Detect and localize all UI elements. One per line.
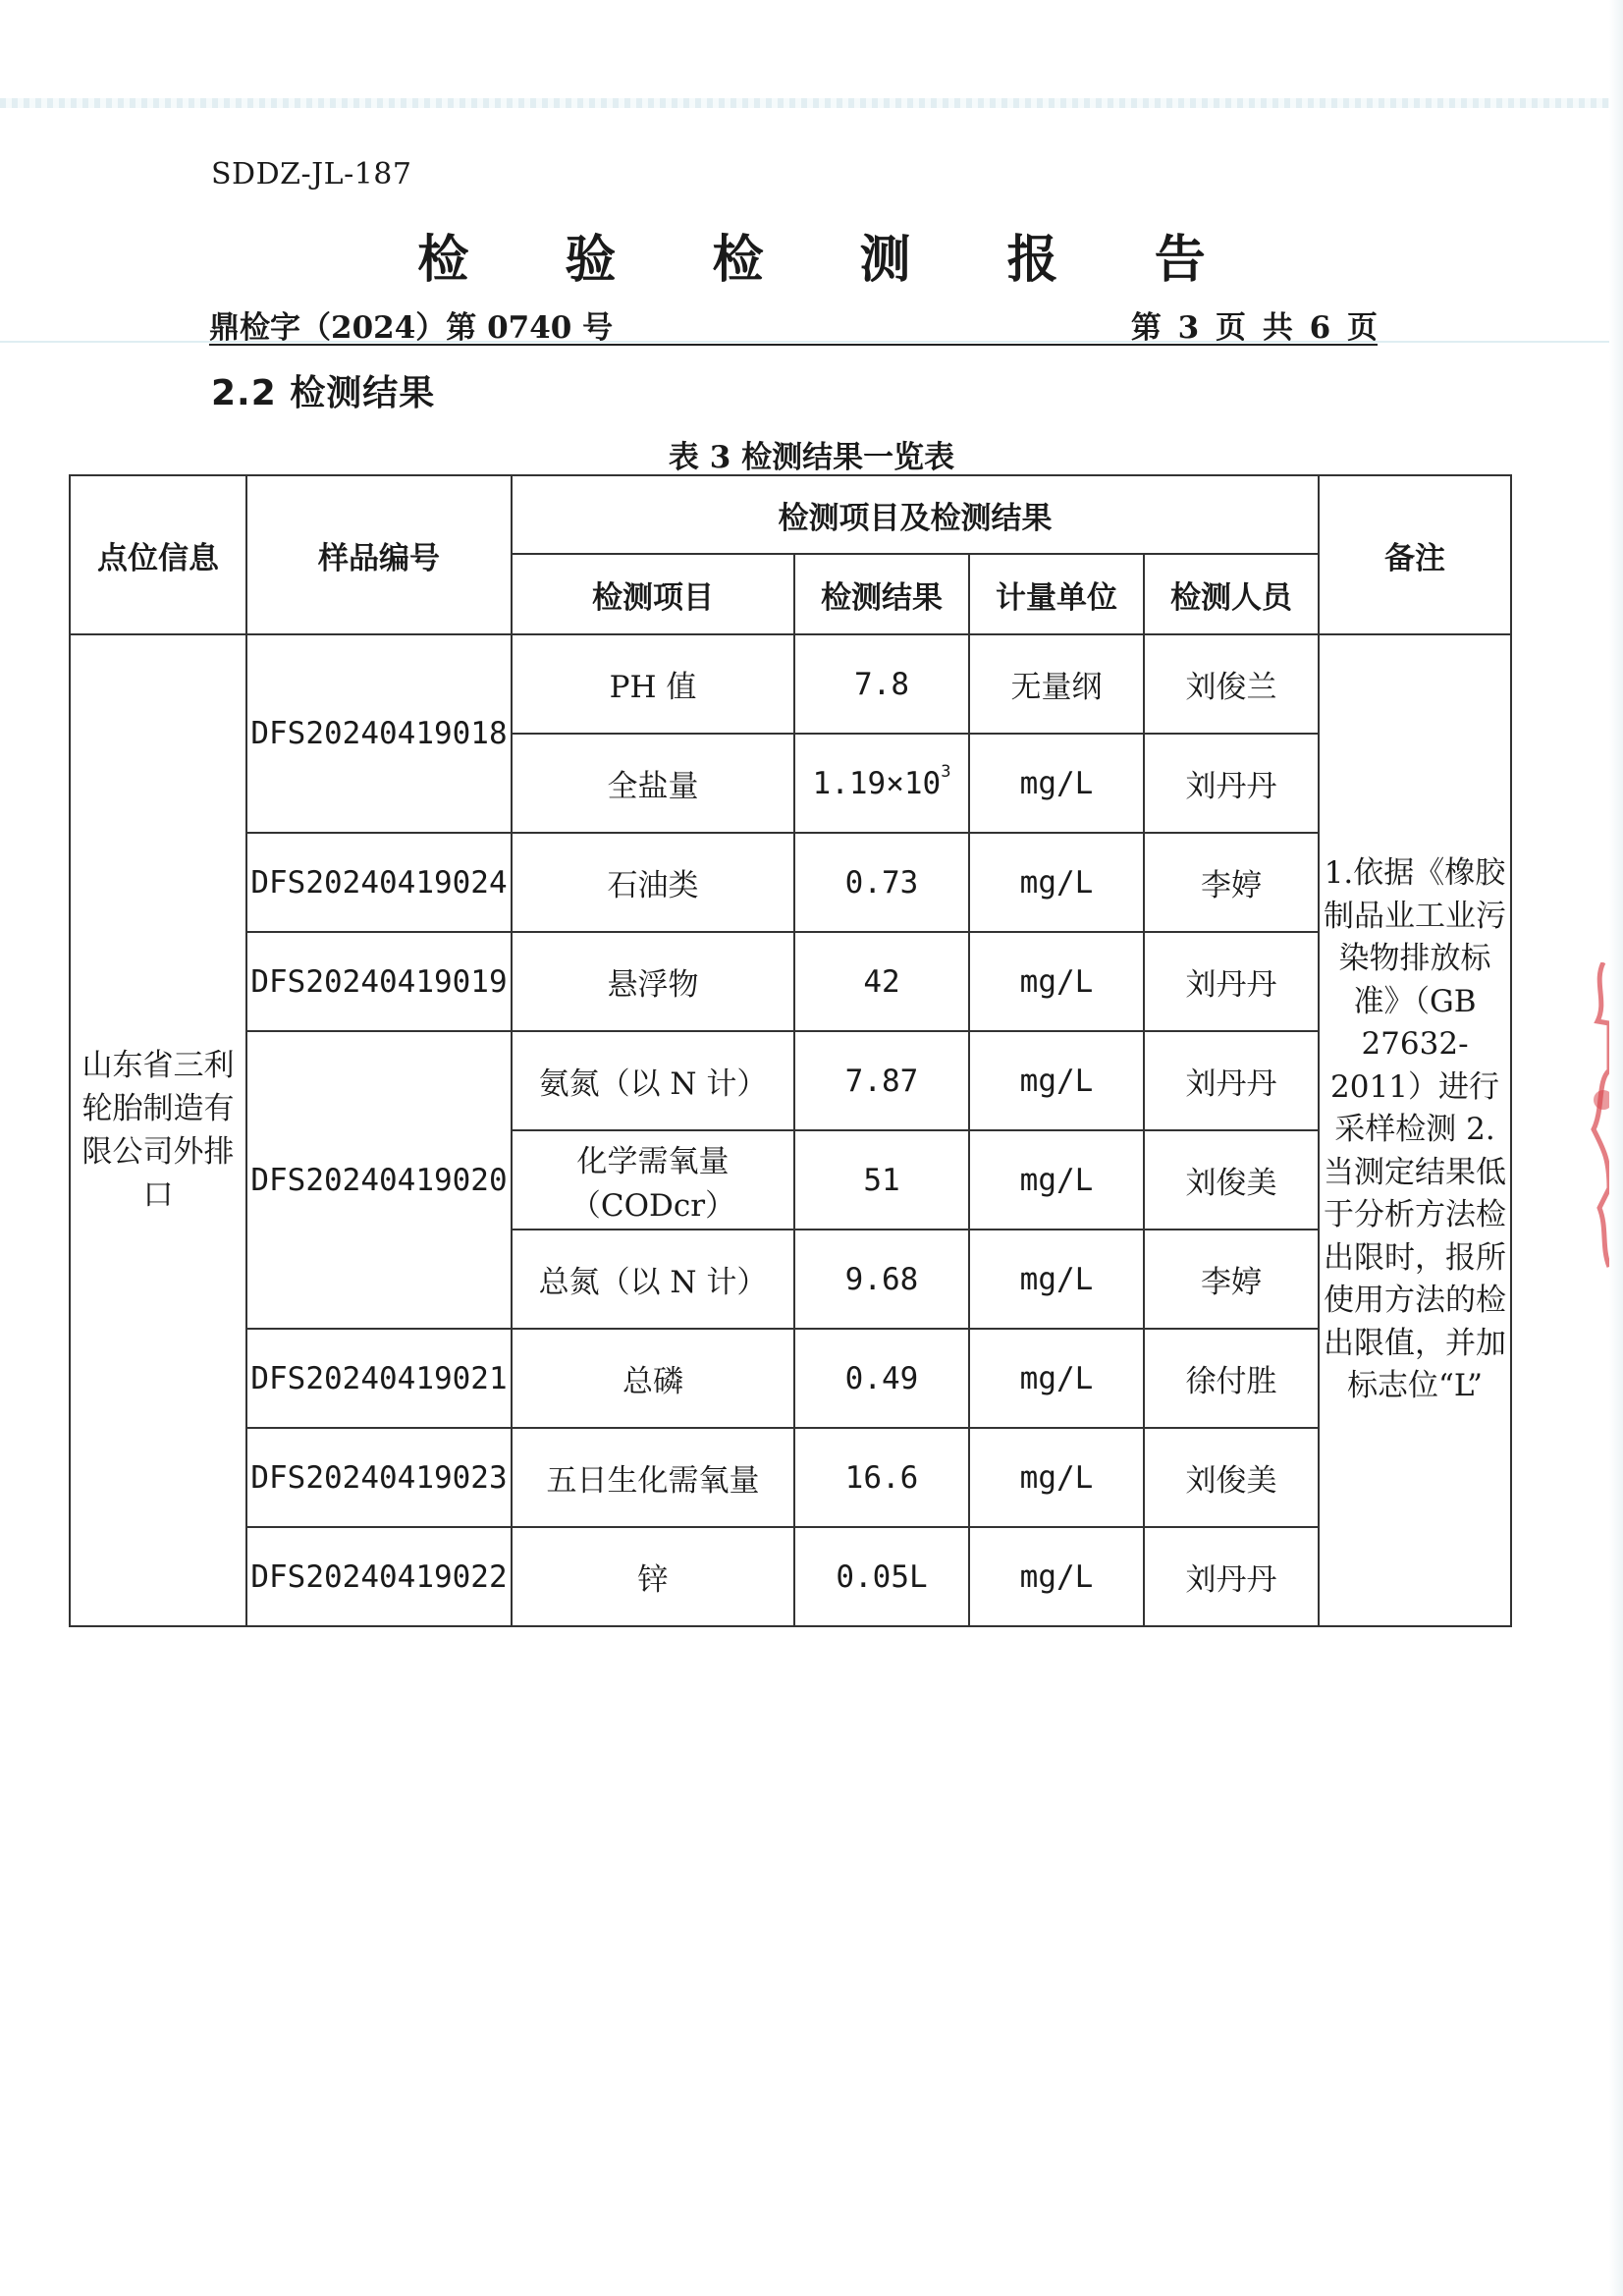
stamp-blot bbox=[1594, 1090, 1609, 1110]
stamp-mark bbox=[1594, 962, 1609, 1267]
result-cell: 9.68 bbox=[794, 1230, 969, 1329]
result-base: 1.19×10 bbox=[812, 765, 942, 801]
result-cell: 7.87 bbox=[794, 1031, 969, 1130]
report-number: 鼎检字（2024）第 0740 号 bbox=[209, 310, 614, 346]
result-cell: 0.49 bbox=[794, 1329, 969, 1428]
table-row bbox=[70, 932, 1511, 1031]
inspector-cell: 刘俊兰 bbox=[1144, 634, 1319, 734]
scan-artifact-top bbox=[0, 98, 1623, 108]
table-header-row bbox=[70, 475, 1511, 554]
unit-cell: mg/L bbox=[969, 1329, 1144, 1428]
item-cell: 氨氮（以 N 计） bbox=[512, 1031, 794, 1130]
inspector-cell: 李婷 bbox=[1144, 833, 1319, 932]
table-row bbox=[70, 1428, 1511, 1527]
unit-cell: mg/L bbox=[969, 734, 1144, 833]
unit-cell: mg/L bbox=[969, 932, 1144, 1031]
site-cell: 山东省三利轮胎制造有限公司外排口 bbox=[70, 634, 246, 1626]
page-info: 第 3 页 共 6 页 bbox=[1130, 310, 1378, 346]
inspector-cell: 刘丹丹 bbox=[1144, 932, 1319, 1031]
result-cell: 0.73 bbox=[794, 833, 969, 932]
inspector-cell: 徐付胜 bbox=[1144, 1329, 1319, 1428]
document-code: SDDZ-JL-187 bbox=[211, 157, 412, 191]
sample-no-cell: DFS20240419023 bbox=[246, 1428, 512, 1527]
unit-cell: 无量纲 bbox=[969, 634, 1144, 734]
header-inspector: 检测人员 bbox=[1144, 554, 1319, 634]
sample-no-cell: DFS20240419022 bbox=[246, 1527, 512, 1626]
result-cell bbox=[794, 734, 969, 833]
item-line-1: 化学需氧量 bbox=[576, 1143, 730, 1179]
results-table bbox=[69, 474, 1512, 1627]
item-cell bbox=[512, 1130, 794, 1230]
header-site: 点位信息 bbox=[70, 475, 246, 634]
item-cell: 悬浮物 bbox=[512, 932, 794, 1031]
stamp-edge-fragment bbox=[1574, 962, 1609, 1277]
item-cell: 全盐量 bbox=[512, 734, 794, 833]
table-row bbox=[70, 833, 1511, 932]
table-caption: 表 3 检测结果一览表 bbox=[668, 440, 955, 475]
header-remark: 备注 bbox=[1319, 475, 1511, 634]
item-cell: 锌 bbox=[512, 1527, 794, 1626]
header-item: 检测项目 bbox=[512, 554, 794, 634]
scan-artifact-edge bbox=[1609, 0, 1623, 2296]
sample-no-cell: DFS20240419020 bbox=[246, 1031, 512, 1329]
inspector-cell: 刘俊美 bbox=[1144, 1130, 1319, 1230]
item-line-2: （CODcr） bbox=[569, 1187, 736, 1224]
table-row bbox=[70, 634, 1511, 734]
header-result: 检测结果 bbox=[794, 554, 969, 634]
unit-cell: mg/L bbox=[969, 1527, 1144, 1626]
item-cell: 总氮（以 N 计） bbox=[512, 1230, 794, 1329]
document-title: 检 验 检 测 报 告 bbox=[417, 230, 1245, 290]
result-cell: 42 bbox=[794, 932, 969, 1031]
header-unit: 计量单位 bbox=[969, 554, 1144, 634]
sample-no-cell: DFS20240419019 bbox=[246, 932, 512, 1031]
unit-cell: mg/L bbox=[969, 1230, 1144, 1329]
item-cell: 总磷 bbox=[512, 1329, 794, 1428]
header-group: 检测项目及检测结果 bbox=[512, 475, 1319, 554]
inspector-cell: 刘丹丹 bbox=[1144, 1031, 1319, 1130]
unit-cell: mg/L bbox=[969, 1031, 1144, 1130]
item-cell: PH 值 bbox=[512, 634, 794, 734]
inspector-cell: 刘丹丹 bbox=[1144, 734, 1319, 833]
unit-cell: mg/L bbox=[969, 833, 1144, 932]
result-cell: 7.8 bbox=[794, 634, 969, 734]
unit-cell: mg/L bbox=[969, 1130, 1144, 1230]
table-row bbox=[70, 1527, 1511, 1626]
result-cell: 16.6 bbox=[794, 1428, 969, 1527]
report-header-row bbox=[209, 302, 1378, 346]
remark-cell: 1.依据《橡胶制品业工业污染物排放标准》（GB 27632-2011）进行采样检测 2.当测定结果低于分析方法检出限时，报所使用方法的检出限值，并加标志位“L” bbox=[1319, 634, 1511, 1626]
sample-no-cell: DFS20240419021 bbox=[246, 1329, 512, 1428]
inspector-cell: 李婷 bbox=[1144, 1230, 1319, 1329]
table-row bbox=[70, 1031, 1511, 1130]
section-heading: 2.2 检测结果 bbox=[211, 373, 436, 413]
item-cell: 五日生化需氧量 bbox=[512, 1428, 794, 1527]
sample-no-cell: DFS20240419024 bbox=[246, 833, 512, 932]
inspector-cell: 刘俊美 bbox=[1144, 1428, 1319, 1527]
inspector-cell: 刘丹丹 bbox=[1144, 1527, 1319, 1626]
header-sample-no: 样品编号 bbox=[246, 475, 512, 634]
sample-no-cell: DFS20240419018 bbox=[246, 634, 512, 833]
item-cell: 石油类 bbox=[512, 833, 794, 932]
result-cell: 0.05L bbox=[794, 1527, 969, 1626]
unit-cell: mg/L bbox=[969, 1428, 1144, 1527]
result-cell: 51 bbox=[794, 1130, 969, 1230]
result-exponent: 3 bbox=[941, 761, 951, 782]
table-row bbox=[70, 1329, 1511, 1428]
